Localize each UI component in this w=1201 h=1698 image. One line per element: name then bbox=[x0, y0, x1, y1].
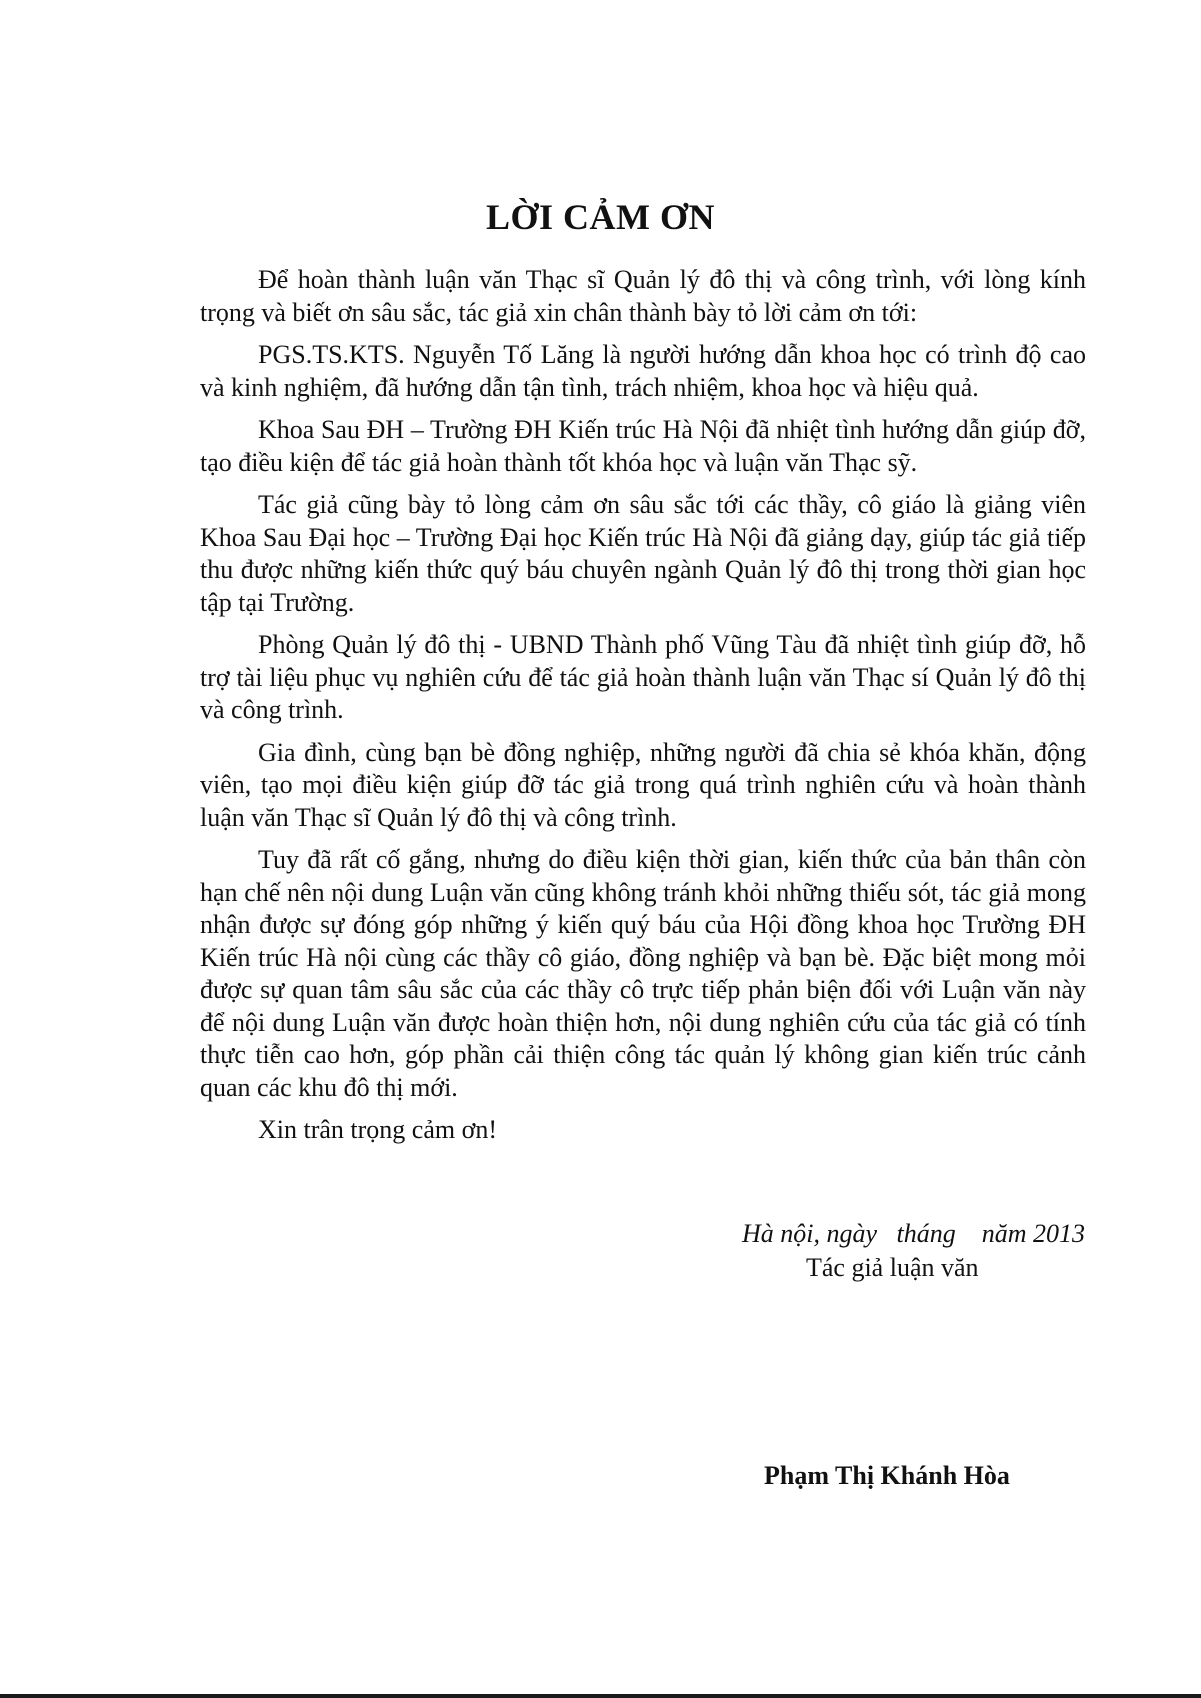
date-line: Hà nội, ngày tháng năm 2013 bbox=[741, 1219, 1085, 1248]
paragraph-faculty: Khoa Sau ĐH – Trường ĐH Kiến trúc Hà Nội đã nhiệt tình hướng dẫn giúp đỡ, tạo điều kiện để tác giả hoàn thành tốt khóa học và luận văn Thạc sỹ. bbox=[200, 415, 1086, 477]
page-title: LỜI CẢM ƠN bbox=[486, 197, 715, 237]
paragraph-advisor: PGS.TS.KTS. Nguyễn Tố Lăng là người hướng dẫn khoa học có trình độ cao và kinh nghiệm, đã hướng dẫn tận tình, trách nhiệm, khoa học và hiệu quả. bbox=[200, 340, 1086, 402]
paragraph-intro: Để hoàn thành luận văn Thạc sĩ Quản lý đô thị và công trình, với lòng kính trọng và biết ơn sâu sắc, tác giả xin chân thành bày tỏ lời cảm ơn tới: bbox=[200, 265, 1086, 327]
paragraph-feedback: Tuy đã rất cố gắng, nhưng do điều kiện thời gian, kiến thức của bản thân còn hạn chế nên nội dung Luận văn cũng không tránh khỏi những thiếu sót, tác giả mong nhận được sự đóng góp những ý kiến quý báu của Hội đồng khoa học Trường ĐH Kiến trúc Hà nội cùng các thầy cô giáo, đồng nghiệp và bạn bè. Đặc biệt mong mỏi được sự quan tâm sâu sắc của các thầy cô trực tiếp phản biện đối với Luận văn này để nội dung Luận văn được hoàn thiện hơn, nội dung nghiên cứu của tác giả có tính thực tiễn cao hơn, góp phần cải thiện công tác quản lý không gian kiến trúc cảnh quan các khu đô thị mới. bbox=[200, 845, 1086, 1102]
paragraph-teachers: Tác giả cũng bày tỏ lòng cảm ơn sâu sắc tới các thầy, cô giáo là giảng viên Khoa Sau Đại học – Trường Đại học Kiến trúc Hà Nội đã giảng dạy, giúp tác giả tiếp thu được những kiến thức quý báu chuyên ngành Quản lý đô thị trong thời gian học tập tại Trường. bbox=[200, 490, 1086, 617]
author-name: Phạm Thị Khánh Hòa bbox=[764, 1461, 1010, 1490]
closing-line: Xin trân trọng cảm ơn! bbox=[258, 1115, 498, 1144]
acknowledgement-body bbox=[200, 264, 1086, 1147]
author-role: Tác giả luận văn bbox=[806, 1253, 979, 1282]
paragraph-family: Gia đình, cùng bạn bè đồng nghiệp, những người đã chia sẻ khóa khăn, động viên, tạo mọi điều kiện giúp đỡ tác giả trong quá trình nghiên cứu và hoàn thành luận văn Thạc sĩ Quản lý đô thị và công trình. bbox=[200, 737, 1086, 832]
bottom-border bbox=[0, 1694, 1201, 1698]
paragraph-urban-office: Phòng Quản lý đô thị - UBND Thành phố Vũng Tàu đã nhiệt tình giúp đỡ, hỗ trợ tài liệu phục vụ nghiên cứu để tác giả hoàn thành luận văn Thạc sí Quản lý đô thị và công trình. bbox=[200, 630, 1086, 724]
